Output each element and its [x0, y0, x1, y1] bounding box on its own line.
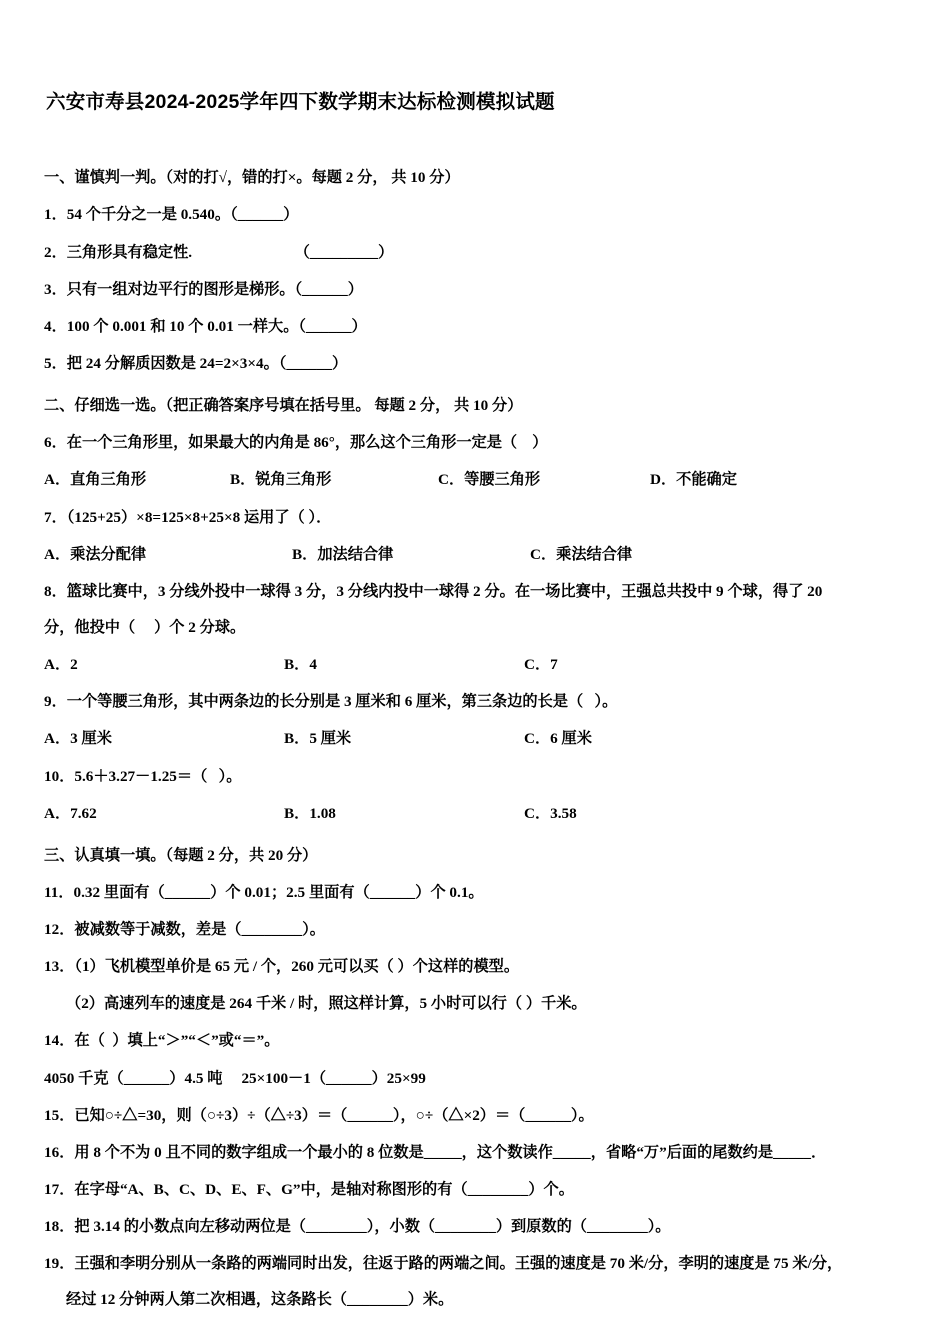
option-a: A．2 — [44, 656, 78, 674]
question-13-part-1: 13．（1）飞机模型单价是 65 元 / 个，260 元可以买（ ）个这样的模型。 — [44, 958, 520, 976]
question-6-options — [44, 467, 904, 493]
section-heading-2: 二、仔细选一选。（把正确答案序号填在括号里。 每题 2 分， 共 10 分） — [44, 397, 523, 415]
question-10-options — [44, 801, 904, 827]
question-17: 17．在字母“A、B、C、D、E、F、G”中，是轴对称图形的有（________）个。 — [44, 1181, 574, 1199]
option-b: B．4 — [284, 656, 317, 674]
question-15: 15．已知○÷△=30，则（○÷3）÷（△÷3）＝（______），○÷（△×2）＝（______）。 — [44, 1106, 594, 1124]
question-18: 18．把 3.14 的小数点向左移动两位是（________），小数（________）到原数的（________）。 — [44, 1218, 671, 1236]
section-heading-1: 一、谨慎判一判。（对的打√，错的打×。每题 2 分， 共 10 分） — [44, 169, 460, 187]
question-14: 14．在（ ）填上“＞”“＜”或“＝”。 — [44, 1032, 280, 1050]
option-a: A．7.62 — [44, 804, 97, 822]
question-3: 3．只有一组对边平行的图形是梯形。（______） — [44, 280, 363, 298]
question-1: 1．54 个千分之一是 0.540。（______） — [44, 206, 299, 224]
option-c: C．7 — [524, 656, 558, 674]
question-7-options — [44, 542, 904, 568]
option-a: A．3 厘米 — [44, 730, 112, 748]
question-16: 16．用 8 个不为 0 且不同的数字组成一个最小的 8 位数是_____，这个数读作_____，省略“万”后面的尾数约是_____． — [44, 1143, 827, 1161]
option-a: A．直角三角形 — [44, 471, 147, 489]
question-14-compare-row: 4050 千克（______）4.5 吨 25×100－1（______）25×99 — [44, 1069, 426, 1087]
question-7: 7．（125+25）×8=125×8+25×8 运用了（ ）． — [44, 508, 332, 526]
question-13-part-2: （2）高速列车的速度是 264 千米 / 时，照这样计算，5 小时可以行（ ）千米。 — [66, 995, 587, 1013]
question-8-options — [44, 652, 904, 678]
question-9: 9．一个等腰三角形，其中两条边的长分别是 3 厘米和 6 厘米，第三条边的长是（ ）。 — [44, 693, 618, 711]
question-12: 12．被减数等于减数，差是（________）。 — [44, 921, 325, 939]
question-19-line-2: 经过 12 分钟两人第二次相遇，这条路长（________）米。 — [66, 1291, 454, 1309]
page-title: 六安市寿县2024-2025学年四下数学期末达标检测模拟试题 — [46, 91, 555, 113]
option-c: C．乘法结合律 — [530, 545, 633, 563]
option-c: C．等腰三角形 — [438, 471, 541, 489]
question-8-line-1: 8．篮球比赛中，3 分线外投中一球得 3 分，3 分线内投中一球得 2 分。在一场比赛中，王强总共投中 9 个球，得了 20 — [44, 582, 823, 600]
question-10: 10．5.6＋3.27－1.25＝（ ）。 — [44, 767, 242, 785]
question-4: 4．100 个 0.001 和 10 个 0.01 一样大。（______） — [44, 317, 367, 335]
question-5: 5．把 24 分解质因数是 24=2×3×4。（______） — [44, 354, 348, 372]
option-c: C．3.58 — [524, 804, 577, 822]
option-a: A．乘法分配律 — [44, 545, 147, 563]
question-9-options — [44, 726, 904, 752]
option-b: B．加法结合律 — [292, 545, 394, 563]
option-c: C．6 厘米 — [524, 730, 592, 748]
question-2: 2．三角形具有稳定性. （_________） — [44, 243, 394, 261]
question-19-line-1: 19．王强和李明分别从一条路的两端同时出发，往返于路的两端之间。王强的速度是 70 米/分，李明的速度是 75 米/分， — [44, 1255, 843, 1273]
option-b: B．1.08 — [284, 804, 336, 822]
question-11: 11．0.32 里面有（______）个 0.01；2.5 里面有（______）个 0.1。 — [44, 883, 484, 901]
option-d: D．不能确定 — [650, 471, 737, 489]
question-6: 6．在一个三角形里，如果最大的内角是 86°，那么这个三角形一定是（ ） — [44, 434, 548, 452]
section-heading-3: 三、认真填一填。（每题 2 分，共 20 分） — [44, 846, 318, 864]
document-body — [40, 165, 910, 1313]
option-b: B．锐角三角形 — [230, 471, 332, 489]
option-b: B．5 厘米 — [284, 730, 352, 748]
question-8-line-2: 分，他投中（ ）个 2 分球。 — [44, 618, 246, 636]
